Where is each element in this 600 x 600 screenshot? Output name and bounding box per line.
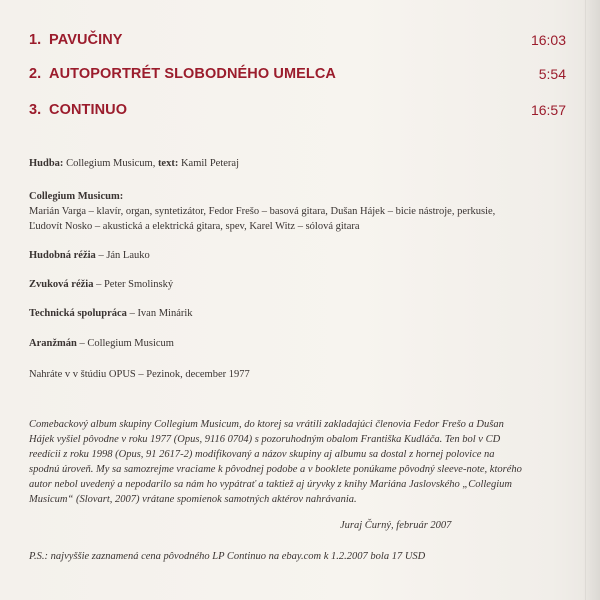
liner-note-signature: Juraj Čurný, február 2007 — [340, 520, 452, 531]
credit-label: Hudba: — [29, 158, 64, 169]
credit-band-members-line-2: Ľudovít Nosko – akustická a elektrická gitara, spev, Karel Witz – sólová gitara — [29, 221, 360, 232]
credit-music-text — [29, 157, 579, 171]
credit-value: – Ivan Minárik — [126, 308, 193, 319]
credit-value: – Peter Smolinský — [93, 279, 174, 290]
credit-label: Aranžmán — [29, 338, 77, 349]
credit-value: Collegium Musicum, — [63, 158, 158, 169]
liner-note-line: autor nebol uvedený a nepodarilo sa nám ho vypátrať a taktiež aj úryvky z knihy Mariána Jaslovského „Collegium — [29, 479, 512, 490]
track-title: PAVUČINY — [49, 32, 123, 48]
credit-label: Hudobná réžia — [29, 250, 96, 261]
credit-label: Technická spolupráca — [29, 308, 127, 319]
credit-label: Collegium Musicum: — [29, 191, 124, 202]
postscript: P.S.: najvyššie zaznamená cena pôvodného LP Continuo na ebay.com k 1.2.2007 bola 17 USD — [29, 551, 426, 562]
liner-note-line: reedícii z roku 1998 (Opus, 91 2617-2) modifikovaný a názov skupiny aj albumu sa dostal z hornej polovice na — [29, 449, 495, 460]
credit-band-heading — [29, 190, 579, 204]
credit-band-members-line-1: Marián Varga – klavír, organ, syntetizátor, Fedor Frešo – basová gitara, Dušan Hájek – bicie nástroje, perkusie, — [29, 206, 496, 217]
track-number: 3. — [29, 102, 42, 118]
credit-technical-cooperation — [29, 307, 579, 321]
page-fold-line — [585, 0, 586, 600]
track-duration: 16:03 — [530, 32, 566, 48]
track-item-3 — [29, 102, 569, 122]
credit-music-direction — [29, 249, 579, 263]
track-duration: 16:57 — [530, 102, 566, 118]
credit-value: – Ján Lauko — [95, 250, 150, 261]
credit-value: – Collegium Musicum — [76, 338, 174, 349]
liner-note-line: Musicum“ (Slovart, 2007) vrátane spomienok samotných aktérov nahrávania. — [29, 494, 357, 505]
credit-value: Kamil Peteraj — [178, 158, 239, 169]
liner-note-line: spodnú úroveň. My sa samozrejme vraciame k pôvodnej podobe a v booklete ponúkame pôvodný sleeve-note, ktorého — [29, 464, 522, 475]
credit-label: text: — [157, 158, 179, 169]
liner-note-line: Comebackový album skupiny Collegium Musicum, do ktorej sa vrátili zakladajúci členovia Fedor Frešo a Dušan — [29, 419, 504, 430]
track-number: 1. — [29, 32, 42, 48]
credit-sound-direction — [29, 278, 579, 292]
credit-recorded: Nahráte v v štúdiu OPUS – Pezinok, december 1977 — [29, 369, 250, 380]
liner-note-line: Hájek vyšiel pôvodne v roku 1977 (Opus, 9116 0704) s pozoruhodným obalom Františka Kudláča. Ten bol v CD — [29, 434, 501, 445]
track-title: CONTINUO — [49, 102, 128, 118]
track-number: 2. — [29, 66, 42, 82]
credit-arrangement — [29, 337, 579, 351]
track-title: AUTOPORTRÉT SLOBODNÉHO UMELCA — [49, 66, 336, 82]
credit-label: Zvuková réžia — [29, 279, 94, 290]
track-item-1 — [29, 32, 569, 52]
track-item-2 — [29, 66, 569, 86]
track-duration: 5:54 — [538, 66, 566, 82]
